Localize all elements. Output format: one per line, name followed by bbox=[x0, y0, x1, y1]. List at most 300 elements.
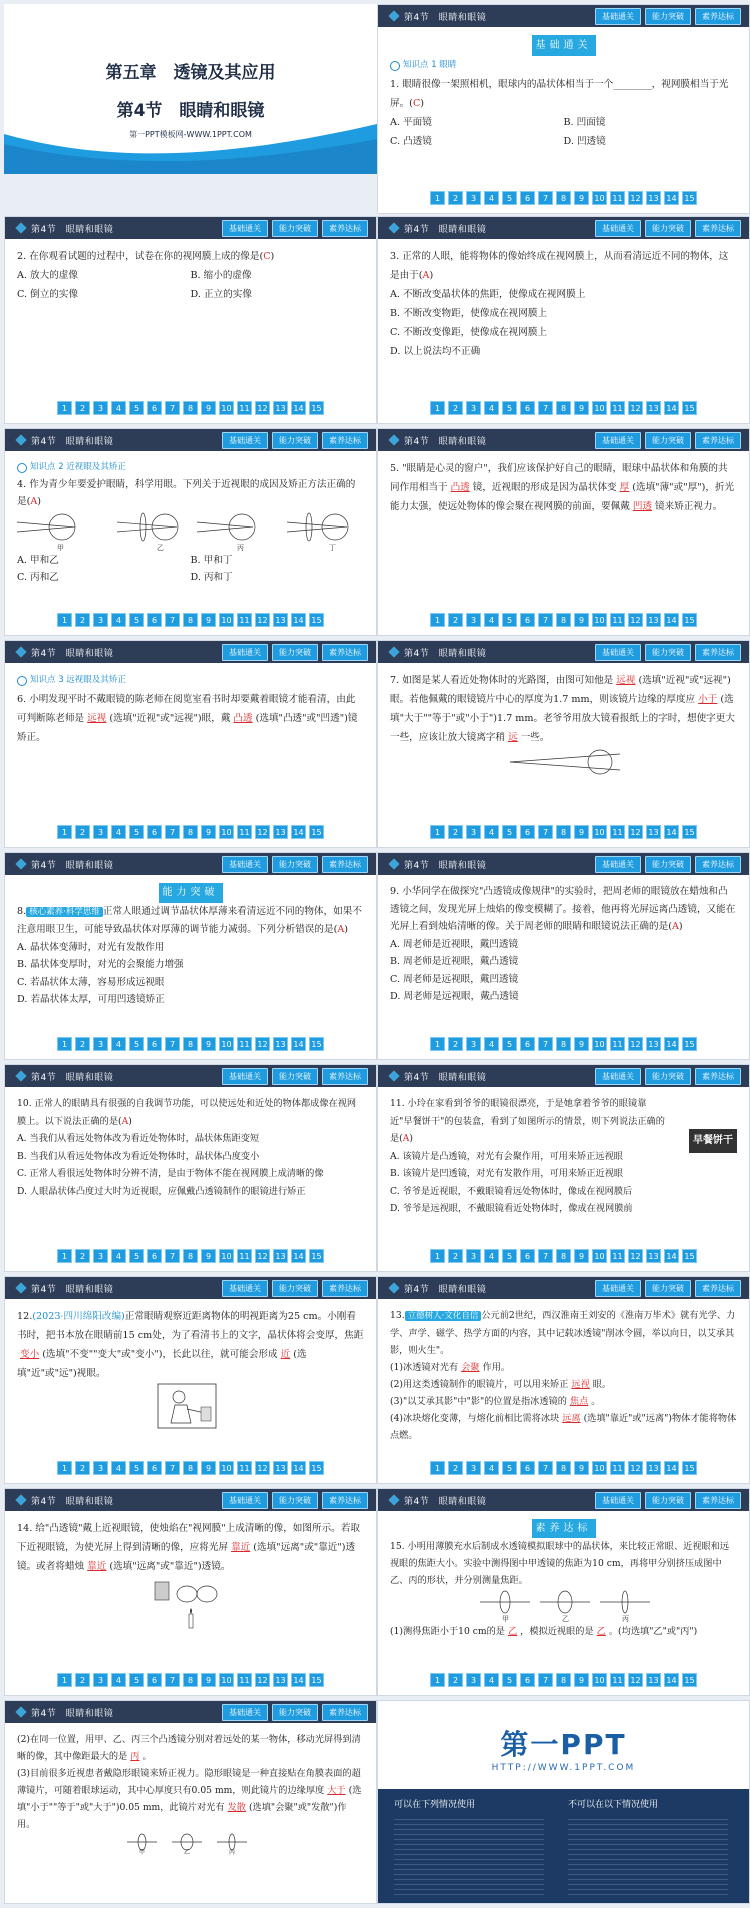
page-button[interactable]: 10 bbox=[592, 1037, 607, 1051]
slide-q4[interactable] bbox=[4, 428, 377, 636]
page-button[interactable]: 5 bbox=[129, 1673, 144, 1687]
page-button[interactable]: 15 bbox=[309, 1037, 324, 1051]
page-button[interactable]: 15 bbox=[682, 1037, 697, 1051]
page-button[interactable]: 4 bbox=[111, 401, 126, 415]
page-button[interactable]: 3 bbox=[466, 401, 481, 415]
page-button[interactable]: 3 bbox=[93, 401, 108, 415]
page-button[interactable]: 9 bbox=[574, 1673, 589, 1687]
page-button[interactable]: 5 bbox=[129, 825, 144, 839]
page-button[interactable]: 12 bbox=[628, 1461, 643, 1475]
slide-q7[interactable] bbox=[377, 640, 750, 848]
page-button[interactable]: 15 bbox=[682, 825, 697, 839]
tab-ability[interactable]: 能力突破 bbox=[645, 220, 691, 237]
tab-basic[interactable]: 基础通关 bbox=[595, 8, 641, 25]
page-button[interactable]: 11 bbox=[237, 401, 252, 415]
page-button[interactable]: 14 bbox=[664, 825, 679, 839]
page-button[interactable]: 4 bbox=[484, 1037, 499, 1051]
tab-ability[interactable]: 能力突破 bbox=[272, 644, 318, 661]
slide-q15-cont[interactable] bbox=[4, 1700, 377, 1904]
slide-q3[interactable] bbox=[377, 216, 750, 424]
page-button[interactable]: 10 bbox=[592, 613, 607, 627]
page-button[interactable]: 14 bbox=[291, 1673, 306, 1687]
page-button[interactable]: 3 bbox=[466, 1249, 481, 1263]
page-button[interactable]: 12 bbox=[255, 1249, 270, 1263]
page-button[interactable]: 6 bbox=[147, 1673, 162, 1687]
page-button[interactable]: 8 bbox=[183, 1673, 198, 1687]
page-button[interactable]: 2 bbox=[75, 1461, 90, 1475]
page-button[interactable]: 7 bbox=[538, 401, 553, 415]
page-button[interactable]: 6 bbox=[147, 613, 162, 627]
page-button[interactable]: 13 bbox=[273, 401, 288, 415]
page-button[interactable]: 9 bbox=[201, 1249, 216, 1263]
page-button[interactable]: 3 bbox=[466, 613, 481, 627]
page-button[interactable]: 15 bbox=[682, 1249, 697, 1263]
page-button[interactable]: 1 bbox=[430, 825, 445, 839]
page-button[interactable]: 11 bbox=[610, 191, 625, 205]
page-button[interactable]: 4 bbox=[484, 191, 499, 205]
tab-basic[interactable]: 基础通关 bbox=[222, 1704, 268, 1721]
page-button[interactable]: 7 bbox=[165, 1037, 180, 1051]
question-text: 2. 在你观看试题的过程中，试卷在你的视网膜上成的像是(C) bbox=[17, 251, 275, 262]
page-button[interactable]: 15 bbox=[682, 613, 697, 627]
tab-ability[interactable]: 能力突破 bbox=[645, 8, 691, 25]
page-button[interactable]: 4 bbox=[484, 825, 499, 839]
page-button[interactable]: 12 bbox=[628, 1037, 643, 1051]
page-button[interactable]: 6 bbox=[520, 1249, 535, 1263]
page-button[interactable]: 14 bbox=[664, 613, 679, 627]
page-button[interactable]: 14 bbox=[291, 613, 306, 627]
tab-ability[interactable]: 能力突破 bbox=[272, 1704, 318, 1721]
page-button[interactable]: 10 bbox=[592, 401, 607, 415]
page-button[interactable]: 14 bbox=[291, 1249, 306, 1263]
page-button[interactable]: 13 bbox=[646, 1673, 661, 1687]
page-button[interactable]: 2 bbox=[448, 401, 463, 415]
tab-basic[interactable]: 基础通关 bbox=[222, 644, 268, 661]
slide-q14[interactable] bbox=[4, 1488, 377, 1696]
page-button[interactable]: 1 bbox=[57, 401, 72, 415]
sub-question: (1)测得焦距小于10 cm的是 乙 ，模拟近视眼的是 乙 。(均选填"乙"或"丙") bbox=[390, 1626, 698, 1637]
page-button[interactable]: 2 bbox=[75, 1249, 90, 1263]
page-button[interactable]: 8 bbox=[556, 1249, 571, 1263]
page-button[interactable]: 11 bbox=[610, 1037, 625, 1051]
page-button[interactable]: 5 bbox=[502, 191, 517, 205]
page-button[interactable]: 8 bbox=[556, 401, 571, 415]
page-button[interactable]: 1 bbox=[57, 1461, 72, 1475]
page-button[interactable]: 1 bbox=[57, 613, 72, 627]
slide-q12[interactable] bbox=[4, 1276, 377, 1484]
page-button[interactable]: 15 bbox=[682, 191, 697, 205]
page-button[interactable]: 2 bbox=[75, 1673, 90, 1687]
tab-ability[interactable]: 能力突破 bbox=[645, 432, 691, 449]
tab-literacy[interactable]: 素养达标 bbox=[695, 1068, 741, 1085]
page-button[interactable]: 14 bbox=[291, 825, 306, 839]
page-button[interactable]: 13 bbox=[646, 613, 661, 627]
page-button[interactable]: 14 bbox=[291, 401, 306, 415]
page-button[interactable]: 5 bbox=[129, 613, 144, 627]
page-button[interactable]: 7 bbox=[538, 1249, 553, 1263]
page-button[interactable]: 9 bbox=[201, 401, 216, 415]
page-button[interactable]: 13 bbox=[273, 613, 288, 627]
fig-label: 甲 bbox=[57, 544, 64, 552]
page-button[interactable]: 6 bbox=[147, 1461, 162, 1475]
page-button[interactable]: 6 bbox=[147, 1037, 162, 1051]
page-button[interactable]: 3 bbox=[466, 1037, 481, 1051]
tab-ability[interactable]: 能力突破 bbox=[272, 1280, 318, 1297]
question-text: 13. 立德树人·文化自信 公元前2世纪，西汉淮南王刘安的《淮南万毕术》就有光学、力学、声学、磁学、热学方面的内容，其中记载冰透镜"削冰令圆，举以向日，以艾承其影，则火生"。 bbox=[390, 1310, 736, 1356]
page-button[interactable]: 3 bbox=[466, 191, 481, 205]
options-row: A. 甲和乙 B. 甲和丁 bbox=[17, 555, 233, 566]
page-button[interactable]: 1 bbox=[430, 1249, 445, 1263]
tab-literacy[interactable]: 素养达标 bbox=[695, 432, 741, 449]
page-button[interactable]: 2 bbox=[448, 1461, 463, 1475]
tab-ability[interactable]: 能力突破 bbox=[272, 220, 318, 237]
page-button[interactable]: 2 bbox=[75, 613, 90, 627]
page-button[interactable]: 9 bbox=[574, 401, 589, 415]
tab-literacy[interactable]: 素养达标 bbox=[322, 644, 368, 661]
page-button[interactable]: 7 bbox=[165, 401, 180, 415]
page-button[interactable]: 10 bbox=[219, 401, 234, 415]
tab-literacy[interactable]: 素养达标 bbox=[695, 1492, 741, 1509]
page-button[interactable]: 6 bbox=[520, 1037, 535, 1051]
tab-ability[interactable]: 能力突破 bbox=[272, 1492, 318, 1509]
option: A. 晶状体变薄时，对光有发散作用 bbox=[17, 941, 165, 953]
page-button[interactable]: 9 bbox=[574, 1249, 589, 1263]
slide-body bbox=[17, 1519, 364, 1632]
tab-literacy[interactable]: 素养达标 bbox=[695, 8, 741, 25]
page-button[interactable]: 9 bbox=[574, 1461, 589, 1475]
page-button[interactable]: 6 bbox=[520, 613, 535, 627]
slide-q10[interactable] bbox=[4, 1064, 377, 1272]
page-button[interactable]: 5 bbox=[502, 1461, 517, 1475]
page-button[interactable]: 8 bbox=[556, 191, 571, 205]
page-button[interactable]: 5 bbox=[502, 825, 517, 839]
page-button[interactable]: 1 bbox=[430, 1673, 445, 1687]
page-button[interactable]: 15 bbox=[309, 1673, 324, 1687]
tab-ability[interactable]: 能力突破 bbox=[645, 1280, 691, 1297]
page-button[interactable]: 13 bbox=[646, 1037, 661, 1051]
page-button[interactable]: 1 bbox=[430, 613, 445, 627]
page-button[interactable]: 15 bbox=[682, 1673, 697, 1687]
page-button[interactable]: 12 bbox=[255, 1037, 270, 1051]
page-button[interactable]: 8 bbox=[556, 1461, 571, 1475]
page-button[interactable]: 2 bbox=[75, 401, 90, 415]
page-button[interactable]: 6 bbox=[147, 825, 162, 839]
page-button[interactable]: 15 bbox=[309, 401, 324, 415]
page-button[interactable]: 7 bbox=[538, 191, 553, 205]
page-button[interactable]: 6 bbox=[147, 1249, 162, 1263]
tab-basic[interactable]: 基础通关 bbox=[222, 1068, 268, 1085]
tab-basic[interactable]: 基础通关 bbox=[595, 432, 641, 449]
page-button[interactable]: 4 bbox=[484, 1249, 499, 1263]
page-button[interactable]: 13 bbox=[273, 1037, 288, 1051]
tab-literacy[interactable]: 素养达标 bbox=[322, 1068, 368, 1085]
page-button[interactable]: 6 bbox=[520, 191, 535, 205]
page-button[interactable]: 5 bbox=[502, 401, 517, 415]
page-button[interactable]: 5 bbox=[502, 1249, 517, 1263]
page-button[interactable]: 2 bbox=[75, 825, 90, 839]
page-button[interactable]: 3 bbox=[466, 1461, 481, 1475]
page-button[interactable]: 8 bbox=[183, 401, 198, 415]
page-button[interactable]: 15 bbox=[682, 1461, 697, 1475]
page-button[interactable]: 11 bbox=[237, 613, 252, 627]
page-button[interactable]: 12 bbox=[628, 401, 643, 415]
page-button[interactable]: 4 bbox=[111, 1249, 126, 1263]
slide-q2[interactable] bbox=[4, 216, 377, 424]
page-button[interactable]: 11 bbox=[610, 1461, 625, 1475]
tab-literacy[interactable]: 素养达标 bbox=[322, 1704, 368, 1721]
tab-literacy[interactable]: 素养达标 bbox=[322, 856, 368, 873]
page-button[interactable]: 15 bbox=[682, 401, 697, 415]
page-button[interactable]: 7 bbox=[538, 1037, 553, 1051]
page-button[interactable]: 14 bbox=[664, 191, 679, 205]
tab-basic[interactable]: 基础通关 bbox=[595, 1280, 641, 1297]
page-button[interactable]: 4 bbox=[484, 1461, 499, 1475]
page-button[interactable]: 8 bbox=[556, 825, 571, 839]
page-button[interactable]: 11 bbox=[237, 1037, 252, 1051]
tab-literacy[interactable]: 素养达标 bbox=[322, 220, 368, 237]
tab-basic[interactable]: 基础通关 bbox=[222, 1492, 268, 1509]
page-button[interactable]: 12 bbox=[255, 1461, 270, 1475]
page-button[interactable]: 12 bbox=[255, 1673, 270, 1687]
tab-basic[interactable]: 基础通关 bbox=[595, 220, 641, 237]
page-button[interactable]: 2 bbox=[448, 191, 463, 205]
page-button[interactable]: 7 bbox=[538, 825, 553, 839]
tab-literacy[interactable]: 素养达标 bbox=[695, 220, 741, 237]
page-button[interactable]: 6 bbox=[520, 825, 535, 839]
tab-literacy[interactable]: 素养达标 bbox=[695, 856, 741, 873]
slide-q8[interactable] bbox=[4, 852, 377, 1060]
slide-q6[interactable] bbox=[4, 640, 377, 848]
page-button[interactable]: 7 bbox=[538, 1673, 553, 1687]
tab-ability[interactable]: 能力突破 bbox=[272, 432, 318, 449]
page-button[interactable]: 4 bbox=[484, 401, 499, 415]
page-button[interactable]: 14 bbox=[664, 1461, 679, 1475]
page-button[interactable]: 10 bbox=[219, 613, 234, 627]
page-button[interactable]: 13 bbox=[646, 191, 661, 205]
page-button[interactable]: 14 bbox=[664, 1037, 679, 1051]
tab-basic[interactable]: 基础通关 bbox=[222, 432, 268, 449]
page-button[interactable]: 12 bbox=[255, 613, 270, 627]
tab-basic[interactable]: 基础通关 bbox=[595, 644, 641, 661]
page-button[interactable]: 12 bbox=[628, 1249, 643, 1263]
page-button[interactable]: 7 bbox=[538, 613, 553, 627]
page-button[interactable]: 13 bbox=[646, 401, 661, 415]
slide-q11[interactable] bbox=[377, 1064, 750, 1272]
page-button[interactable]: 14 bbox=[664, 401, 679, 415]
tab-basic[interactable]: 基础通关 bbox=[595, 1068, 641, 1085]
page-button[interactable]: 8 bbox=[556, 1673, 571, 1687]
page-button[interactable]: 2 bbox=[75, 1037, 90, 1051]
page-button[interactable]: 7 bbox=[165, 1249, 180, 1263]
page-button[interactable]: 7 bbox=[538, 1461, 553, 1475]
tab-ability[interactable]: 能力突破 bbox=[645, 1492, 691, 1509]
page-button[interactable]: 11 bbox=[237, 1249, 252, 1263]
page-button[interactable]: 3 bbox=[93, 1249, 108, 1263]
slide-q15[interactable] bbox=[377, 1488, 750, 1696]
page-button[interactable]: 3 bbox=[93, 613, 108, 627]
page-button[interactable]: 10 bbox=[592, 1249, 607, 1263]
page-button[interactable]: 13 bbox=[646, 825, 661, 839]
page-button[interactable]: 12 bbox=[628, 191, 643, 205]
page-button[interactable]: 13 bbox=[273, 1461, 288, 1475]
page-button[interactable]: 13 bbox=[273, 1249, 288, 1263]
page-button[interactable]: 4 bbox=[111, 1673, 126, 1687]
page-button[interactable]: 4 bbox=[111, 613, 126, 627]
page-button[interactable]: 11 bbox=[237, 1461, 252, 1475]
page-button[interactable]: 12 bbox=[255, 825, 270, 839]
page-button[interactable]: 12 bbox=[255, 401, 270, 415]
page-button[interactable]: 10 bbox=[592, 1673, 607, 1687]
page-button[interactable]: 3 bbox=[93, 825, 108, 839]
slide-q1[interactable] bbox=[377, 4, 750, 214]
page-button[interactable]: 9 bbox=[201, 1461, 216, 1475]
page-button[interactable]: 5 bbox=[129, 1461, 144, 1475]
page-button[interactable]: 3 bbox=[93, 1037, 108, 1051]
tab-ability[interactable]: 能力突破 bbox=[645, 644, 691, 661]
slide-header bbox=[378, 1489, 749, 1511]
tab-literacy[interactable]: 素养达标 bbox=[322, 1492, 368, 1509]
page-button[interactable]: 3 bbox=[466, 825, 481, 839]
page-button[interactable]: 8 bbox=[183, 1249, 198, 1263]
page-button[interactable]: 5 bbox=[502, 613, 517, 627]
page-button[interactable]: 2 bbox=[448, 1249, 463, 1263]
tab-literacy[interactable]: 素养达标 bbox=[322, 1280, 368, 1297]
page-button[interactable]: 3 bbox=[93, 1461, 108, 1475]
tab-ability[interactable]: 能力突破 bbox=[645, 1068, 691, 1085]
page-button[interactable]: 9 bbox=[574, 191, 589, 205]
page-button[interactable]: 9 bbox=[574, 613, 589, 627]
page-button[interactable]: 13 bbox=[273, 1673, 288, 1687]
page-button[interactable]: 10 bbox=[219, 1673, 234, 1687]
page-button[interactable]: 13 bbox=[646, 1249, 661, 1263]
page-button[interactable]: 11 bbox=[610, 613, 625, 627]
page-button[interactable]: 15 bbox=[309, 1461, 324, 1475]
tab-ability[interactable]: 能力突破 bbox=[272, 856, 318, 873]
page-button[interactable]: 6 bbox=[520, 1673, 535, 1687]
tab-basic[interactable]: 基础通关 bbox=[595, 1492, 641, 1509]
page-button[interactable]: 15 bbox=[309, 1249, 324, 1263]
page-button[interactable]: 9 bbox=[201, 613, 216, 627]
page-button[interactable]: 11 bbox=[610, 825, 625, 839]
page-button[interactable]: 12 bbox=[628, 613, 643, 627]
page-button[interactable]: 15 bbox=[309, 613, 324, 627]
page-button[interactable]: 10 bbox=[219, 1037, 234, 1051]
slide-q5[interactable] bbox=[377, 428, 750, 636]
page-button[interactable]: 7 bbox=[165, 1673, 180, 1687]
page-button[interactable]: 11 bbox=[237, 1673, 252, 1687]
page-button[interactable]: 4 bbox=[111, 1461, 126, 1475]
tab-literacy[interactable]: 素养达标 bbox=[695, 1280, 741, 1297]
page-button[interactable]: 1 bbox=[430, 191, 445, 205]
page-button[interactable]: 9 bbox=[574, 1037, 589, 1051]
page-button[interactable]: 10 bbox=[219, 825, 234, 839]
page-button[interactable]: 2 bbox=[448, 825, 463, 839]
page-button[interactable]: 6 bbox=[520, 1461, 535, 1475]
page-button[interactable]: 4 bbox=[111, 825, 126, 839]
page-button[interactable]: 10 bbox=[592, 825, 607, 839]
page-button[interactable]: 8 bbox=[183, 1037, 198, 1051]
page-button[interactable]: 15 bbox=[309, 825, 324, 839]
page-button[interactable]: 1 bbox=[430, 1461, 445, 1475]
page-button[interactable]: 9 bbox=[201, 1673, 216, 1687]
page-button[interactable]: 11 bbox=[610, 401, 625, 415]
page-button[interactable]: 8 bbox=[183, 613, 198, 627]
tab-literacy[interactable]: 素养达标 bbox=[695, 644, 741, 661]
page-button[interactable]: 1 bbox=[57, 1037, 72, 1051]
page-button[interactable]: 4 bbox=[484, 1673, 499, 1687]
page-button[interactable]: 2 bbox=[448, 1037, 463, 1051]
tab-basic[interactable]: 基础通关 bbox=[222, 220, 268, 237]
page-button[interactable]: 10 bbox=[592, 191, 607, 205]
slide-q13[interactable] bbox=[377, 1276, 750, 1484]
page-button[interactable]: 7 bbox=[165, 1461, 180, 1475]
slide-ending[interactable] bbox=[377, 1700, 750, 1904]
page-button[interactable]: 6 bbox=[520, 401, 535, 415]
page-button[interactable]: 1 bbox=[430, 401, 445, 415]
tab-basic[interactable]: 基础通关 bbox=[595, 856, 641, 873]
page-button[interactable]: 1 bbox=[430, 1037, 445, 1051]
page-button[interactable]: 9 bbox=[201, 825, 216, 839]
page-button[interactable]: 3 bbox=[466, 1673, 481, 1687]
tab-literacy[interactable]: 素养达标 bbox=[322, 432, 368, 449]
tab-ability[interactable]: 能力突破 bbox=[645, 856, 691, 873]
page-button[interactable]: 6 bbox=[147, 401, 162, 415]
slide-body bbox=[390, 35, 737, 151]
page-button[interactable]: 8 bbox=[183, 825, 198, 839]
page-button[interactable]: 10 bbox=[592, 1461, 607, 1475]
page-button[interactable]: 11 bbox=[610, 1673, 625, 1687]
page-button[interactable]: 7 bbox=[165, 825, 180, 839]
page-button[interactable]: 8 bbox=[556, 1037, 571, 1051]
tab-basic[interactable]: 基础通关 bbox=[222, 1280, 268, 1297]
page-button[interactable]: 12 bbox=[628, 825, 643, 839]
page-button[interactable]: 2 bbox=[448, 1673, 463, 1687]
page-button[interactable]: 1 bbox=[57, 825, 72, 839]
page-button[interactable]: 5 bbox=[502, 1037, 517, 1051]
page-button[interactable]: 7 bbox=[165, 613, 180, 627]
page-button[interactable]: 14 bbox=[664, 1249, 679, 1263]
page-button[interactable]: 11 bbox=[610, 1249, 625, 1263]
page-button[interactable]: 2 bbox=[448, 613, 463, 627]
page-button[interactable]: 9 bbox=[201, 1037, 216, 1051]
tab-ability[interactable]: 能力突破 bbox=[272, 1068, 318, 1085]
slide-q9[interactable] bbox=[377, 852, 750, 1060]
page-button[interactable]: 13 bbox=[646, 1461, 661, 1475]
page-button[interactable]: 14 bbox=[291, 1037, 306, 1051]
page-button[interactable]: 1 bbox=[57, 1249, 72, 1263]
page-button[interactable]: 8 bbox=[183, 1461, 198, 1475]
page-button[interactable]: 4 bbox=[484, 613, 499, 627]
tab-basic[interactable]: 基础通关 bbox=[222, 856, 268, 873]
page-button[interactable]: 4 bbox=[111, 1037, 126, 1051]
slide-cover[interactable] bbox=[4, 4, 377, 174]
page-button[interactable]: 3 bbox=[93, 1673, 108, 1687]
page-button[interactable]: 5 bbox=[502, 1673, 517, 1687]
page-button[interactable]: 14 bbox=[291, 1461, 306, 1475]
page-button[interactable]: 5 bbox=[129, 1037, 144, 1051]
page-button[interactable]: 9 bbox=[574, 825, 589, 839]
page-button[interactable]: 11 bbox=[237, 825, 252, 839]
page-button[interactable]: 13 bbox=[273, 825, 288, 839]
page-button[interactable]: 10 bbox=[219, 1249, 234, 1263]
page-button[interactable]: 12 bbox=[628, 1673, 643, 1687]
page-button[interactable]: 5 bbox=[129, 401, 144, 415]
page-button[interactable]: 5 bbox=[129, 1249, 144, 1263]
page-button[interactable]: 14 bbox=[664, 1673, 679, 1687]
page-button[interactable]: 10 bbox=[219, 1461, 234, 1475]
page-button[interactable]: 8 bbox=[556, 613, 571, 627]
page-button[interactable]: 1 bbox=[57, 1673, 72, 1687]
